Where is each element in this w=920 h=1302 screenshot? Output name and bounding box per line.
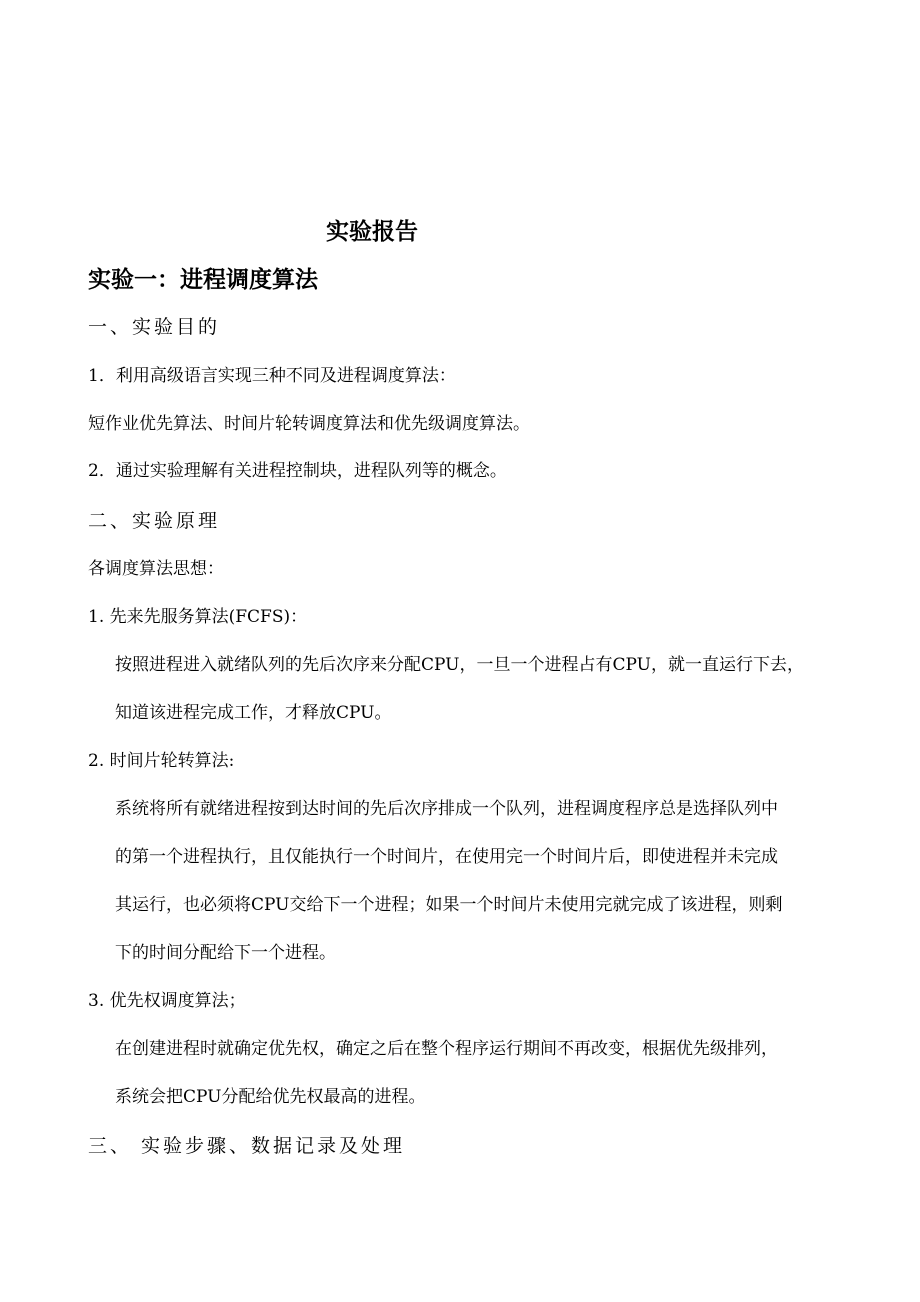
round-robin-paragraph-line: 其运行，也必须将CPU交给下一个进程；如果一个时间片未使用完就完成了该进程，则剩	[115, 895, 783, 915]
principle-intro: 各调度算法思想：	[88, 559, 224, 579]
round-robin-heading: 2. 时间片轮转算法:	[88, 751, 235, 771]
experiment-title: 实验一：进程调度算法	[88, 267, 318, 293]
round-robin-paragraph-line: 下的时间分配给下一个进程。	[115, 943, 336, 963]
fcfs-paragraph-line: 知道该进程完成工作，才释放CPU。	[115, 703, 392, 723]
section-heading-principle: 二、实验原理	[88, 510, 221, 532]
purpose-item-1: 1．利用高级语言实现三种不同及进程调度算法：	[88, 366, 456, 386]
section-heading-purpose: 一、实验目的	[88, 316, 221, 338]
priority-paragraph-line: 在创建进程时就确定优先权，确定之后在整个程序运行期间不再改变，根据优先级排列，	[115, 1039, 778, 1059]
round-robin-paragraph-line: 的第一个进程执行，且仅能执行一个时间片，在使用完一个时间片后，即使进程并未完成	[115, 847, 778, 867]
fcfs-heading: 1. 先来先服务算法(FCFS)：	[88, 607, 308, 627]
fcfs-paragraph-line: 按照进程进入就绪队列的先后次序来分配CPU，一旦一个进程占有CPU，就一直运行下去，	[115, 655, 804, 675]
document-title: 实验报告	[326, 219, 418, 245]
section-heading-steps: 三、 实验步骤、数据记录及处理	[88, 1135, 406, 1157]
round-robin-paragraph-line: 系统将所有就绪进程按到达时间的先后次序排成一个队列，进程调度程序总是选择队列中	[115, 799, 778, 819]
priority-heading: 3. 优先权调度算法；	[88, 991, 246, 1011]
priority-paragraph-line: 系统会把CPU分配给优先权最高的进程。	[115, 1087, 426, 1107]
purpose-item-1-detail: 短作业优先算法、时间片轮转调度算法和优先级调度算法。	[88, 414, 530, 434]
purpose-item-2: 2．通过实验理解有关进程控制块，进程队列等的概念。	[88, 461, 507, 481]
